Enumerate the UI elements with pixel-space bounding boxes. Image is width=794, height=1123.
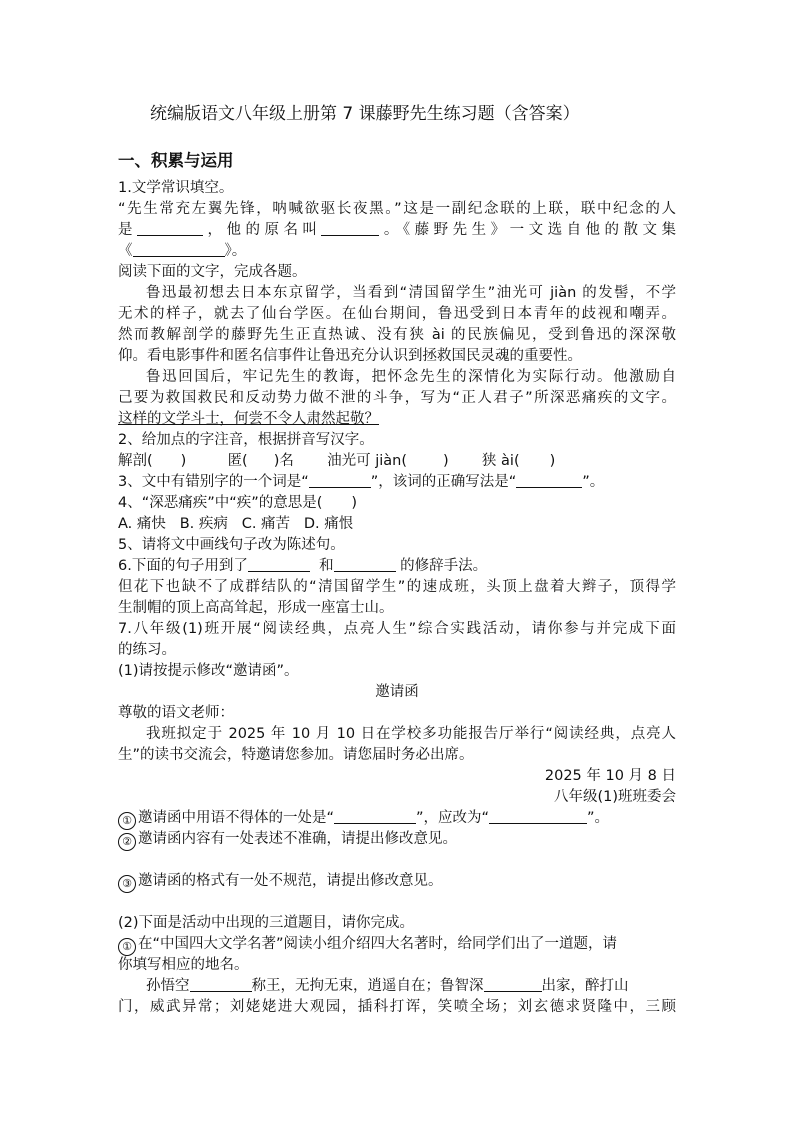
circled-number: ① xyxy=(118,812,136,830)
section-heading: 一、积累与运用 xyxy=(118,151,234,170)
text-span: )名 xyxy=(273,453,294,469)
answer-blank[interactable] xyxy=(334,808,416,824)
document-title: 统编版语文八年级上册第 7 课藤野先生练习题（含答案） xyxy=(150,104,580,124)
question-7-part2: (2)下面是活动中出现的三道题目，请你完成。 xyxy=(118,915,415,931)
answer-blank[interactable] xyxy=(484,976,542,992)
passage-line: 仰。看电影事件和匿名信事件让鲁迅充分认识到拯救国民灵魂的重要性。 xyxy=(118,348,582,364)
text-span: 邀请函内容有一处表述不准确，请提出修改意见。 xyxy=(138,831,457,847)
option-d[interactable]: D. 痛恨 xyxy=(303,516,354,532)
text-span: ) xyxy=(549,453,556,469)
sub-question-2 xyxy=(118,829,457,851)
sub-question-3 xyxy=(118,871,443,893)
question-1-line3 xyxy=(118,241,246,262)
text-span: ”，应改为“ xyxy=(416,810,490,826)
answer-blank[interactable] xyxy=(133,241,225,257)
question-4-options xyxy=(118,514,353,535)
text-span: ”。 xyxy=(587,810,610,826)
text-span: 称王，无拘无束，逍遥自在；鲁智深 xyxy=(251,978,484,994)
answer-blank[interactable] xyxy=(516,472,582,488)
circled-number: ① xyxy=(118,938,136,956)
circled-number: ② xyxy=(118,833,136,851)
question-7: 7.八年级(1)班开展“阅读经典，点亮人生”综合实践活动，请你参与并完成下面 xyxy=(118,621,676,637)
question-2: 2、给加点的字注音，根据拼音写汉字。 xyxy=(118,432,374,448)
reading-instruction: 阅读下面的文字，完成各题。 xyxy=(118,264,307,280)
text-span: 3、文中有错别字的一个词是“ xyxy=(118,474,309,490)
text-span: ”。 xyxy=(582,474,605,490)
task-1 xyxy=(118,934,617,956)
answer-blank[interactable] xyxy=(137,220,203,236)
question-6-sentence: 但花下也缺不了成群结队的“清国留学生”的速成班，头顶上盘着大辫子，顶得学 xyxy=(118,579,676,595)
text-span: 孙悟空 xyxy=(146,978,190,994)
task-1-line xyxy=(118,976,629,997)
question-6-sentence: 生制帽的顶上高高耸起，形成一座富士山。 xyxy=(118,600,394,616)
question-4: 4、“深恶痛疾”中“疾”的意思是( ) xyxy=(118,495,358,511)
task-1-cont: 你填写相应的地名。 xyxy=(118,957,249,973)
invitation-greeting: 尊敬的语文老师： xyxy=(118,705,234,721)
question-2-items xyxy=(118,451,555,472)
question-1-line2 xyxy=(118,220,676,241)
passage-line: 己要为救国救民和反动势力做不泄的斗争，写为“正人君子”所深恶痛疾的文字。 xyxy=(118,390,676,406)
invitation-title: 邀请函 xyxy=(375,684,419,700)
text-span: 邀请函中用语不得体的一处是“ xyxy=(138,810,335,826)
question-5: 5、请将文中画线句子改为陈述句。 xyxy=(118,537,345,553)
question-6 xyxy=(118,556,487,577)
question-1-heading: 1.文学常识填空。 xyxy=(118,180,234,196)
passage-line: 鲁迅最初想去日本东京留学，当看到“清国留学生”油光可 jiàn 的发髻，不学 xyxy=(146,285,676,301)
question-7-part1: (1)请按提示修改“邀请函”。 xyxy=(118,663,299,679)
text-span: 在“中国四大文学名著”阅读小组介绍四大名著时，给同学们出了一道题，请 xyxy=(138,936,618,952)
text-span: 匿( xyxy=(227,453,248,469)
option-a[interactable]: A. 痛快 xyxy=(118,516,166,532)
answer-blank[interactable] xyxy=(321,220,379,236)
text-span: 狭 ài( xyxy=(481,453,520,469)
invitation-body: 生”的读书交流会，特邀请您参加。请您届时务必出席。 xyxy=(118,747,474,763)
text-span: ) xyxy=(443,453,449,469)
invitation-body: 我班拟定于 2025 年 10 月 10 日在学校多功能报告厅举行“阅读经典，点亮人 xyxy=(146,726,676,742)
text-span: 邀请函的格式有一处不规范，请提出修改意见。 xyxy=(138,873,443,889)
underlined-sentence: 这样的文学斗士，何尝不令人肃然起敬？ xyxy=(118,411,379,427)
passage-line: 鲁迅回国后，牢记先生的教诲，把怀念先生的深情化为实际行动。他激励自 xyxy=(146,369,676,385)
answer-blank[interactable] xyxy=(248,556,310,572)
invitation-date: 2025 年 10 月 8 日 xyxy=(544,768,676,784)
question-1-text: “先生常充左翼先锋，呐喊欲驱长夜黑。”这是一副纪念联的上联，联中纪念的人 xyxy=(118,201,676,217)
text-span: 油光可 jiàn( xyxy=(327,453,408,469)
answer-blank[interactable] xyxy=(309,472,371,488)
text-span: 的修辞手法。 xyxy=(400,558,488,574)
text-span: 解剖( xyxy=(118,453,153,469)
text-span: ，他的原名叫 xyxy=(203,222,322,238)
text-span: ”，该词的正确写法是“ xyxy=(370,474,517,490)
task-1-line: 门，威武异常；刘姥姥进大观园，插科打诨，笑喷全场；刘玄德求贤隆中，三顾 xyxy=(118,999,676,1015)
text-span: 和 xyxy=(319,558,334,574)
text-span: 6.下面的句子用到了 xyxy=(118,558,248,574)
passage-line: 然而教解剖学的藤野先生正直热诚、没有狭 ài 的民族偏见，受到鲁迅的深深敬 xyxy=(118,327,676,343)
text-span: 出家，醉打山 xyxy=(541,978,629,994)
answer-blank[interactable] xyxy=(489,808,587,824)
passage-line: 无术的样子，就去了仙台学医。在仙台期间，鲁迅受到日本青年的歧视和嘲弄。 xyxy=(118,306,676,322)
option-b[interactable]: B. 疾病 xyxy=(179,516,228,532)
text-span: 是 xyxy=(118,222,137,238)
text-span: 。《藤野先生》一文选自他的散文集 xyxy=(379,222,677,238)
text-span: 《 xyxy=(118,243,133,259)
circled-number: ③ xyxy=(118,875,136,893)
text-span: ) xyxy=(180,453,187,469)
invitation-signature: 八年级(1)班班委会 xyxy=(553,789,676,805)
question-7-cont: 的练习。 xyxy=(118,642,176,658)
sub-question-1 xyxy=(118,808,609,830)
option-c[interactable]: C. 痛苦 xyxy=(241,516,291,532)
question-3 xyxy=(118,472,604,493)
answer-blank[interactable] xyxy=(190,976,252,992)
answer-blank[interactable] xyxy=(334,556,396,572)
text-span: 》。 xyxy=(224,243,247,259)
